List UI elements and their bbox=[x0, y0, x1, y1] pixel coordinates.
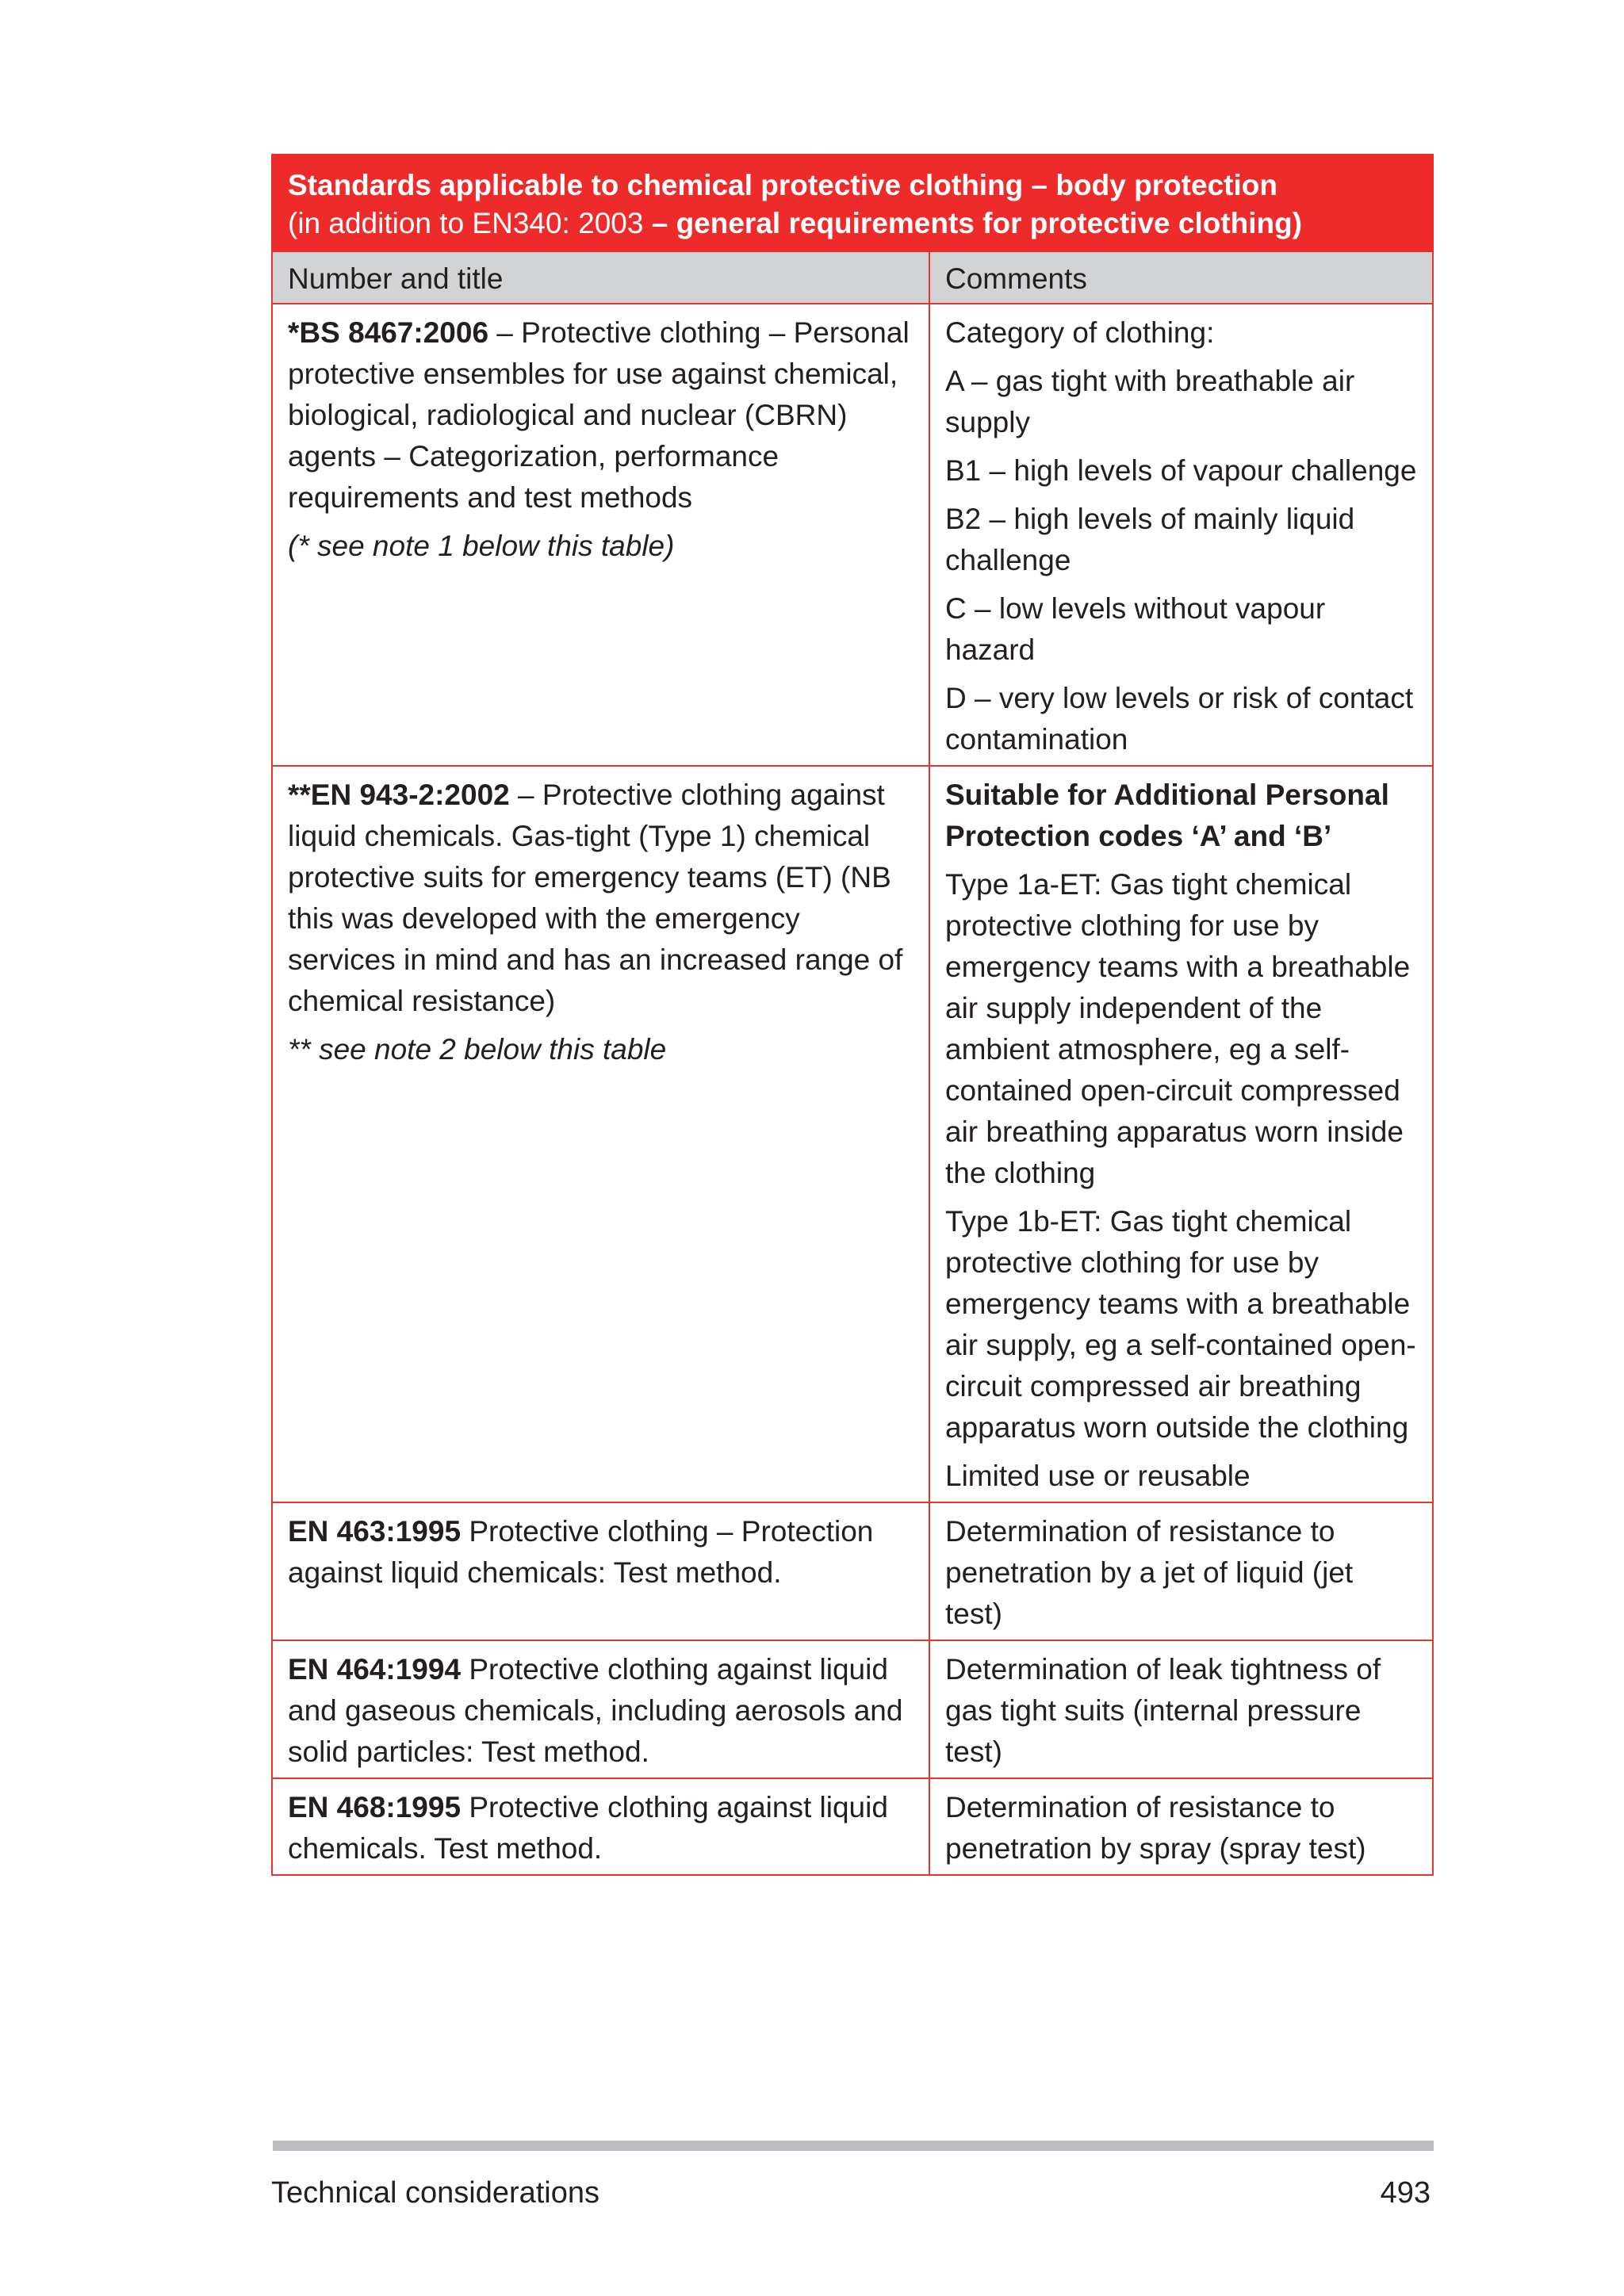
comment-line: Determination of resistance to penetration by spray (spray test) bbox=[945, 1791, 1366, 1865]
standard-cell bbox=[272, 766, 929, 1502]
standard-title: Protective clothing against liquid chemicals. Test method. bbox=[288, 1791, 888, 1865]
standard-title: – Protective clothing – Personal protective ensembles for use against chemical, biological, radiological and nuclear (CBRN) agents – Categorization, performance requirements and test methods bbox=[288, 316, 910, 514]
standard-cell bbox=[272, 1778, 929, 1875]
standard-code: EN 463:1995 bbox=[288, 1515, 462, 1548]
standards-table bbox=[271, 154, 1434, 1876]
standard-note: (* see note 1 below this table) bbox=[288, 530, 675, 562]
table-row bbox=[272, 1640, 1433, 1778]
comment-line: Type 1a-ET: Gas tight chemical protective clothing for use by emergency teams with a breathable air supply independent of the ambient atmosphere, eg a self-contained open-circuit compressed air breathing apparatus worn inside the clothing bbox=[945, 868, 1411, 1189]
table-header-row bbox=[272, 251, 1433, 304]
table-row bbox=[272, 1502, 1433, 1640]
comments-cell bbox=[929, 304, 1433, 766]
comment-line: Category of clothing: bbox=[945, 316, 1215, 349]
standard-title: Protective clothing against liquid and gaseous chemicals, including aerosols and solid particles: Test method. bbox=[288, 1653, 903, 1768]
comment-line: Limited use or reusable bbox=[945, 1460, 1251, 1492]
column-header-number-title: Number and title bbox=[272, 251, 929, 304]
standard-code: EN 464:1994 bbox=[288, 1653, 462, 1686]
table-title-line-1: Standards applicable to chemical protective clothing – body protection bbox=[288, 169, 1277, 201]
table-title bbox=[272, 155, 1433, 251]
standard-description bbox=[288, 775, 914, 1022]
comment-line: B1 – high levels of vapour challenge bbox=[945, 454, 1417, 487]
comment-line: Determination of leak tightness of gas tight suits (internal pressure test) bbox=[945, 1653, 1381, 1768]
page-number: 493 bbox=[1380, 2176, 1431, 2210]
standard-code: **EN 943-2:2002 bbox=[288, 779, 510, 811]
comment-line: C – low levels without vapour hazard bbox=[945, 592, 1326, 666]
comment-heading: Suitable for Additional Personal Protection codes ‘A’ and ‘B’ bbox=[945, 779, 1389, 852]
table-row bbox=[272, 304, 1433, 766]
standard-note: ** see note 2 below this table bbox=[288, 1033, 667, 1066]
standard-cell bbox=[272, 304, 929, 766]
standard-code: EN 468:1995 bbox=[288, 1791, 462, 1823]
table-row bbox=[272, 1778, 1433, 1875]
standard-description bbox=[288, 1649, 914, 1773]
standard-cell bbox=[272, 1502, 929, 1640]
footer-divider bbox=[273, 2141, 1434, 2151]
comments-cell bbox=[929, 1502, 1433, 1640]
table-row bbox=[272, 766, 1433, 1502]
column-header-comments: Comments bbox=[929, 251, 1433, 304]
table-title-row bbox=[272, 155, 1433, 251]
standard-code: *BS 8467:2006 bbox=[288, 316, 489, 349]
comments-cell bbox=[929, 766, 1433, 1502]
footer-section-title: Technical considerations bbox=[271, 2176, 600, 2210]
comment-line: B2 – high levels of mainly liquid challenge bbox=[945, 503, 1355, 576]
comments-cell bbox=[929, 1640, 1433, 1778]
comment-line: D – very low levels or risk of contact contamination bbox=[945, 682, 1414, 756]
comment-line: Type 1b-ET: Gas tight chemical protective clothing for use by emergency teams with a breathable air supply, eg a self-contained open-circuit compressed air breathing apparatus worn outside the clothing bbox=[945, 1205, 1416, 1444]
table-title-line-2: (in addition to EN340: 2003 – general requirements for protective clothing) bbox=[288, 207, 1303, 239]
standard-title: – Protective clothing against liquid chemicals. Gas-tight (Type 1) chemical protective suits for emergency teams (ET) (NB this was developed with the emergency services in mind and has an increased range of chemical resistance) bbox=[288, 779, 903, 1017]
standard-description bbox=[288, 1511, 914, 1594]
comments-cell bbox=[929, 1778, 1433, 1875]
standard-description bbox=[288, 1787, 914, 1869]
standard-description bbox=[288, 312, 914, 519]
standard-title: Protective clothing – Protection against liquid chemicals: Test method. bbox=[288, 1515, 874, 1589]
standard-cell bbox=[272, 1640, 929, 1778]
comment-line: Determination of resistance to penetration by a jet of liquid (jet test) bbox=[945, 1515, 1354, 1630]
comment-line: A – gas tight with breathable air supply bbox=[945, 365, 1355, 438]
